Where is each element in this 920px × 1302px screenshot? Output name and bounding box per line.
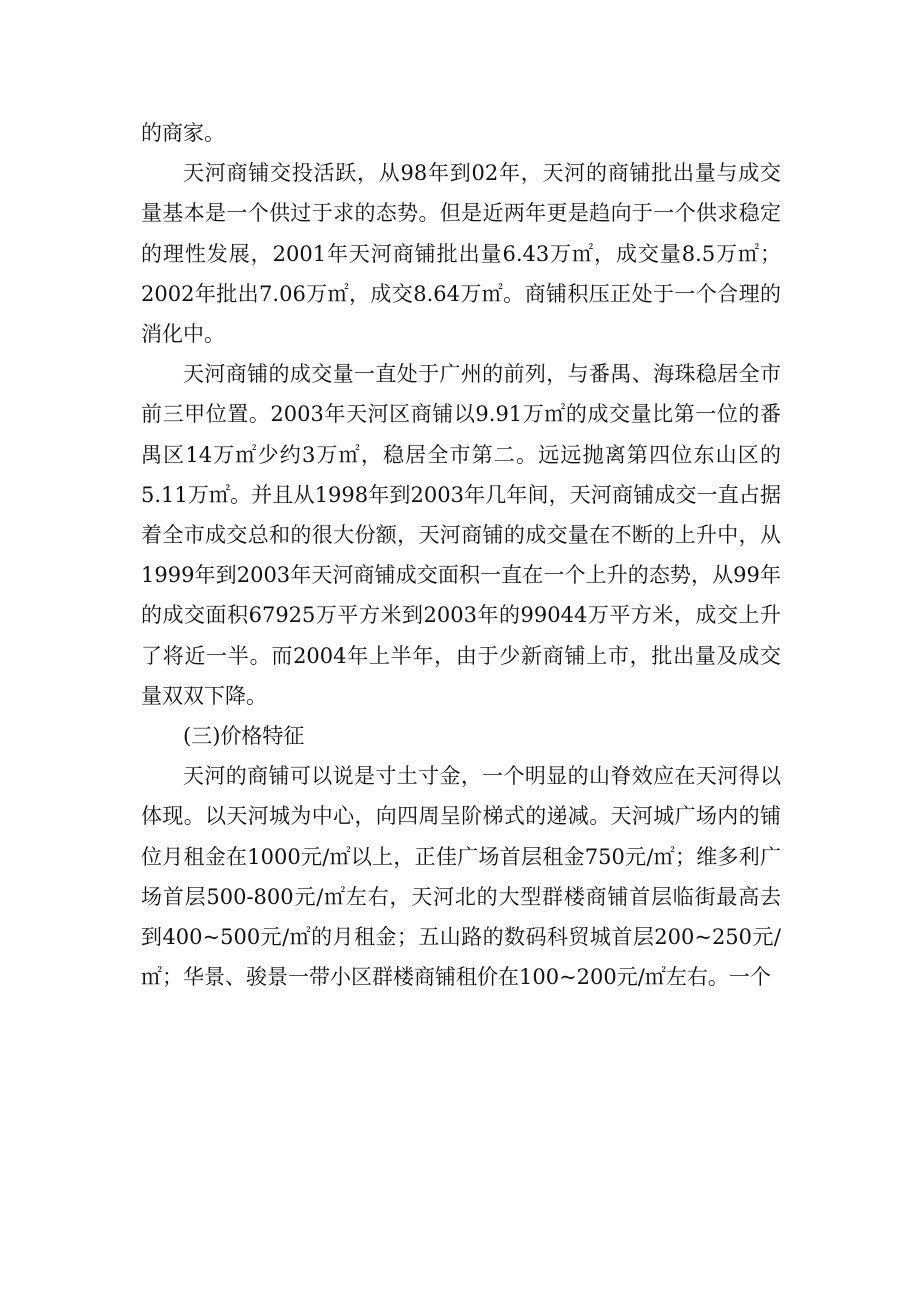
paragraph-price-features: 天河的商铺可以说是寸土寸金，一个明显的山脊效应在天河得以体现。以天河城为中心，向四周呈阶梯式的递减。天河城广场内的铺位月租金在1000元/㎡以上，正佳广场首层租金750元/㎡；维多利广场首层500-800元/㎡左右，天河北的大型群楼商铺首层临街最高去到400~500元/㎡的月租金；五山路的数码科贸城首层200~250元/㎡；华景、骏景一带小区群楼商铺租价在100~200元/㎡左右。一个: [141, 764, 781, 990]
section-heading-price-features: (三)价格特征: [183, 724, 305, 749]
paragraph-continuation: 的商家。: [141, 121, 225, 145]
paragraph-transaction-activity: 天河商铺交投活跃，从98年到02年，天河的商铺批出量与成交量基本是一个供过于求的态势。但是近两年更是趋向于一个供求稳定的理性发展，2001年天河商铺批出量6.43万㎡，成交量8.5万㎡；2002年批出7.06万㎡，成交8.64万㎡。商铺积压正处于一个合理的消化中。: [141, 161, 781, 347]
paragraph-transaction-volume: 天河商铺的成交量一直处于广州的前列，与番禺、海珠稳居全市前三甲位置。2003年天河区商铺以9.91万㎡的成交量比第一位的番禺区14万㎡少约3万㎡，稳居全市第二。远远抛离第四位东山区的5.11万㎡。并且从1998年到2003年几年间，天河商铺成交一直占据着全市成交总和的很大份额，天河商铺的成交量在不断的上升中，从1999年到2003年天河商铺成交面积一直在一个上升的态势，从99年的成交面积67925万平方米到2003年的99044万平方米，成交上升了将近一半。而2004年上半年，由于少新商铺上市，批出量及成交量双双下降。: [141, 362, 781, 708]
document-body: [141, 113, 781, 997]
